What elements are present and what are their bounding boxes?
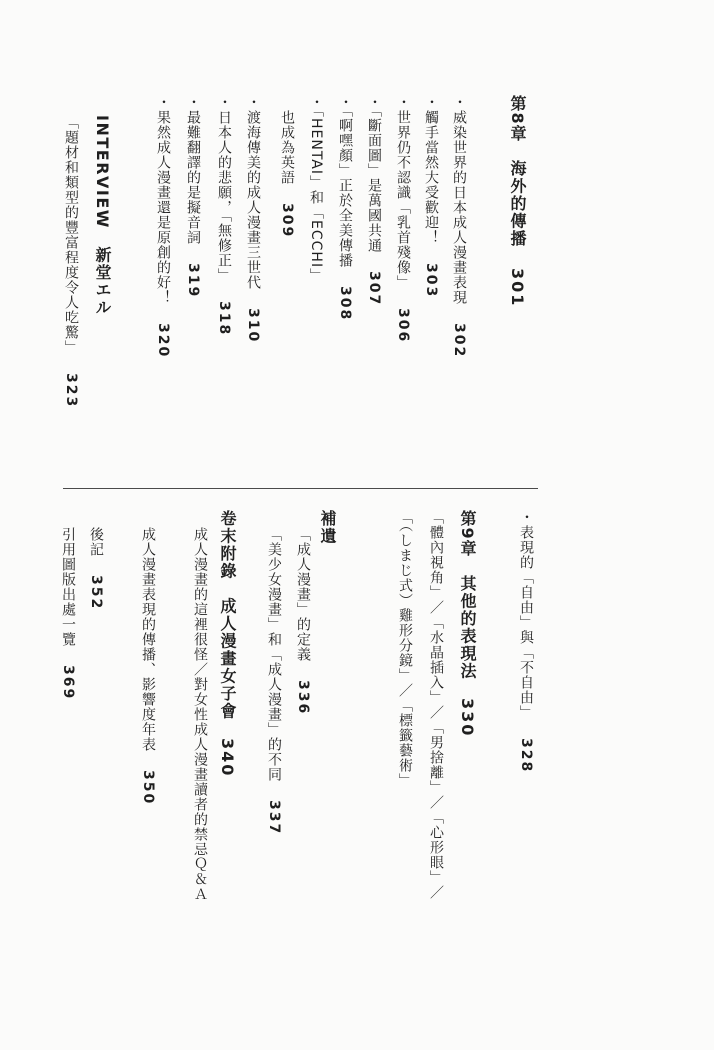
toc-item-page: 306 <box>395 308 411 344</box>
toc-item-text: ・「斷面圖」是萬國共通 <box>366 95 382 253</box>
chapter-9-line <box>429 510 443 900</box>
toc-item-text: 也成為英語 <box>279 110 295 185</box>
chapter-8-title: 第8章 海外的傳播 <box>508 95 527 248</box>
toc-item-text: ・日本人的悲願，「無修正」 <box>216 95 232 283</box>
chapter-9-line-text: 「體內視角」／「水晶插入」／「男捨離」／「心形眼」／ <box>428 510 444 900</box>
appendix-heading <box>219 510 235 777</box>
toc-item-page: 307 <box>366 271 382 307</box>
toc-item-text: ・「HENTAI」和「ECCHI」 <box>308 95 324 284</box>
toc-item-page: 337 <box>266 800 282 836</box>
appendix-page: 340 <box>218 738 237 778</box>
toc-item-page: 319 <box>185 263 201 299</box>
toc-item <box>89 527 103 610</box>
toc-item <box>452 95 466 358</box>
chapter-9-line <box>398 510 412 788</box>
toc-item-text: ・最難翻譯的是擬音詞 <box>185 95 201 245</box>
appendix-subtitle <box>193 527 207 902</box>
toc-item-page: 350 <box>140 770 156 806</box>
toc-item <box>217 95 231 336</box>
toc-item <box>61 527 75 700</box>
toc-item-page: 320 <box>155 323 171 359</box>
toc-item-text: ・世界仍不認識「乳首殘像」 <box>395 95 411 290</box>
toc-item-text: 後記 <box>88 527 104 557</box>
chapter-9-title: 第9章 其他的表現法 <box>458 510 477 681</box>
toc-item-text: ・渡海傳美的成人漫畫三世代 <box>245 95 261 290</box>
toc-item-text: 成人漫畫表現的傳播、影響度年表 <box>140 527 156 752</box>
toc-item-text: ・果然成人漫畫還是原創的好！ <box>155 95 171 305</box>
toc-item-page: 309 <box>279 203 295 239</box>
toc-item <box>186 95 200 298</box>
appendix-subtitle-text: 成人漫畫的這裡很怪／對女性成人漫畫讀者的禁忌Ｑ＆Ａ <box>192 527 208 902</box>
chapter-9-page: 330 <box>458 698 477 738</box>
chapter-8-heading <box>509 95 525 307</box>
toc-item <box>338 95 352 321</box>
toc-item <box>309 95 323 283</box>
toc-item-page: 318 <box>216 301 232 337</box>
toc-item <box>296 527 310 715</box>
toc-item-page: 310 <box>245 308 261 344</box>
interview-heading <box>94 115 110 316</box>
toc-item-page: 303 <box>423 263 439 299</box>
supplement-title: 補遺 <box>318 510 337 545</box>
toc-item-page: 336 <box>295 680 311 716</box>
interview-title <box>64 115 78 408</box>
section-divider <box>63 488 538 489</box>
toc-item <box>141 527 155 805</box>
interview-title-text: 「題材和類型的豐富程度令人吃驚」 <box>63 115 79 355</box>
interview-label: INTERVIEW 新堂エル <box>93 115 112 317</box>
toc-item <box>519 510 533 773</box>
toc-item <box>367 95 381 306</box>
toc-item <box>267 527 281 835</box>
toc-item-page: 369 <box>60 665 76 701</box>
toc-item-text: ・表現的「自由」與「不自由」 <box>518 510 534 720</box>
toc-item-text: 「美少女漫畫」和「成人漫畫」的不同 <box>266 527 282 782</box>
toc-item-text: 「成人漫畫」的定義 <box>295 527 311 662</box>
toc-item <box>396 95 410 343</box>
chapter-8-page: 301 <box>508 267 527 308</box>
supplement-heading <box>319 510 335 545</box>
toc-item-page: 328 <box>518 738 534 774</box>
toc-item-page: 308 <box>337 286 353 322</box>
toc-item <box>424 95 438 298</box>
toc-item <box>156 95 170 358</box>
appendix-title: 卷末附錄 成人漫畫女子會 <box>218 510 237 720</box>
toc-item <box>246 95 260 343</box>
toc-item-text: ・威染世界的日本成人漫畫表現 <box>451 95 467 305</box>
toc-item-page: 302 <box>451 323 467 359</box>
chapter-9-line-text: 「（しまじ式）雞形分鏡」／「標籤藝術」 <box>397 510 413 788</box>
chapter-9-heading <box>459 510 475 738</box>
toc-item-continuation <box>280 110 294 238</box>
toc-item-page: 352 <box>88 575 104 611</box>
toc-item-text: ・觸手當然大受歡迎！ <box>423 95 439 245</box>
interview-page: 323 <box>63 373 79 409</box>
toc-item-text: ・「啊嘿顏」正於全美傳播 <box>337 95 353 268</box>
toc-item-text: 引用圖版出處一覽 <box>60 527 76 647</box>
